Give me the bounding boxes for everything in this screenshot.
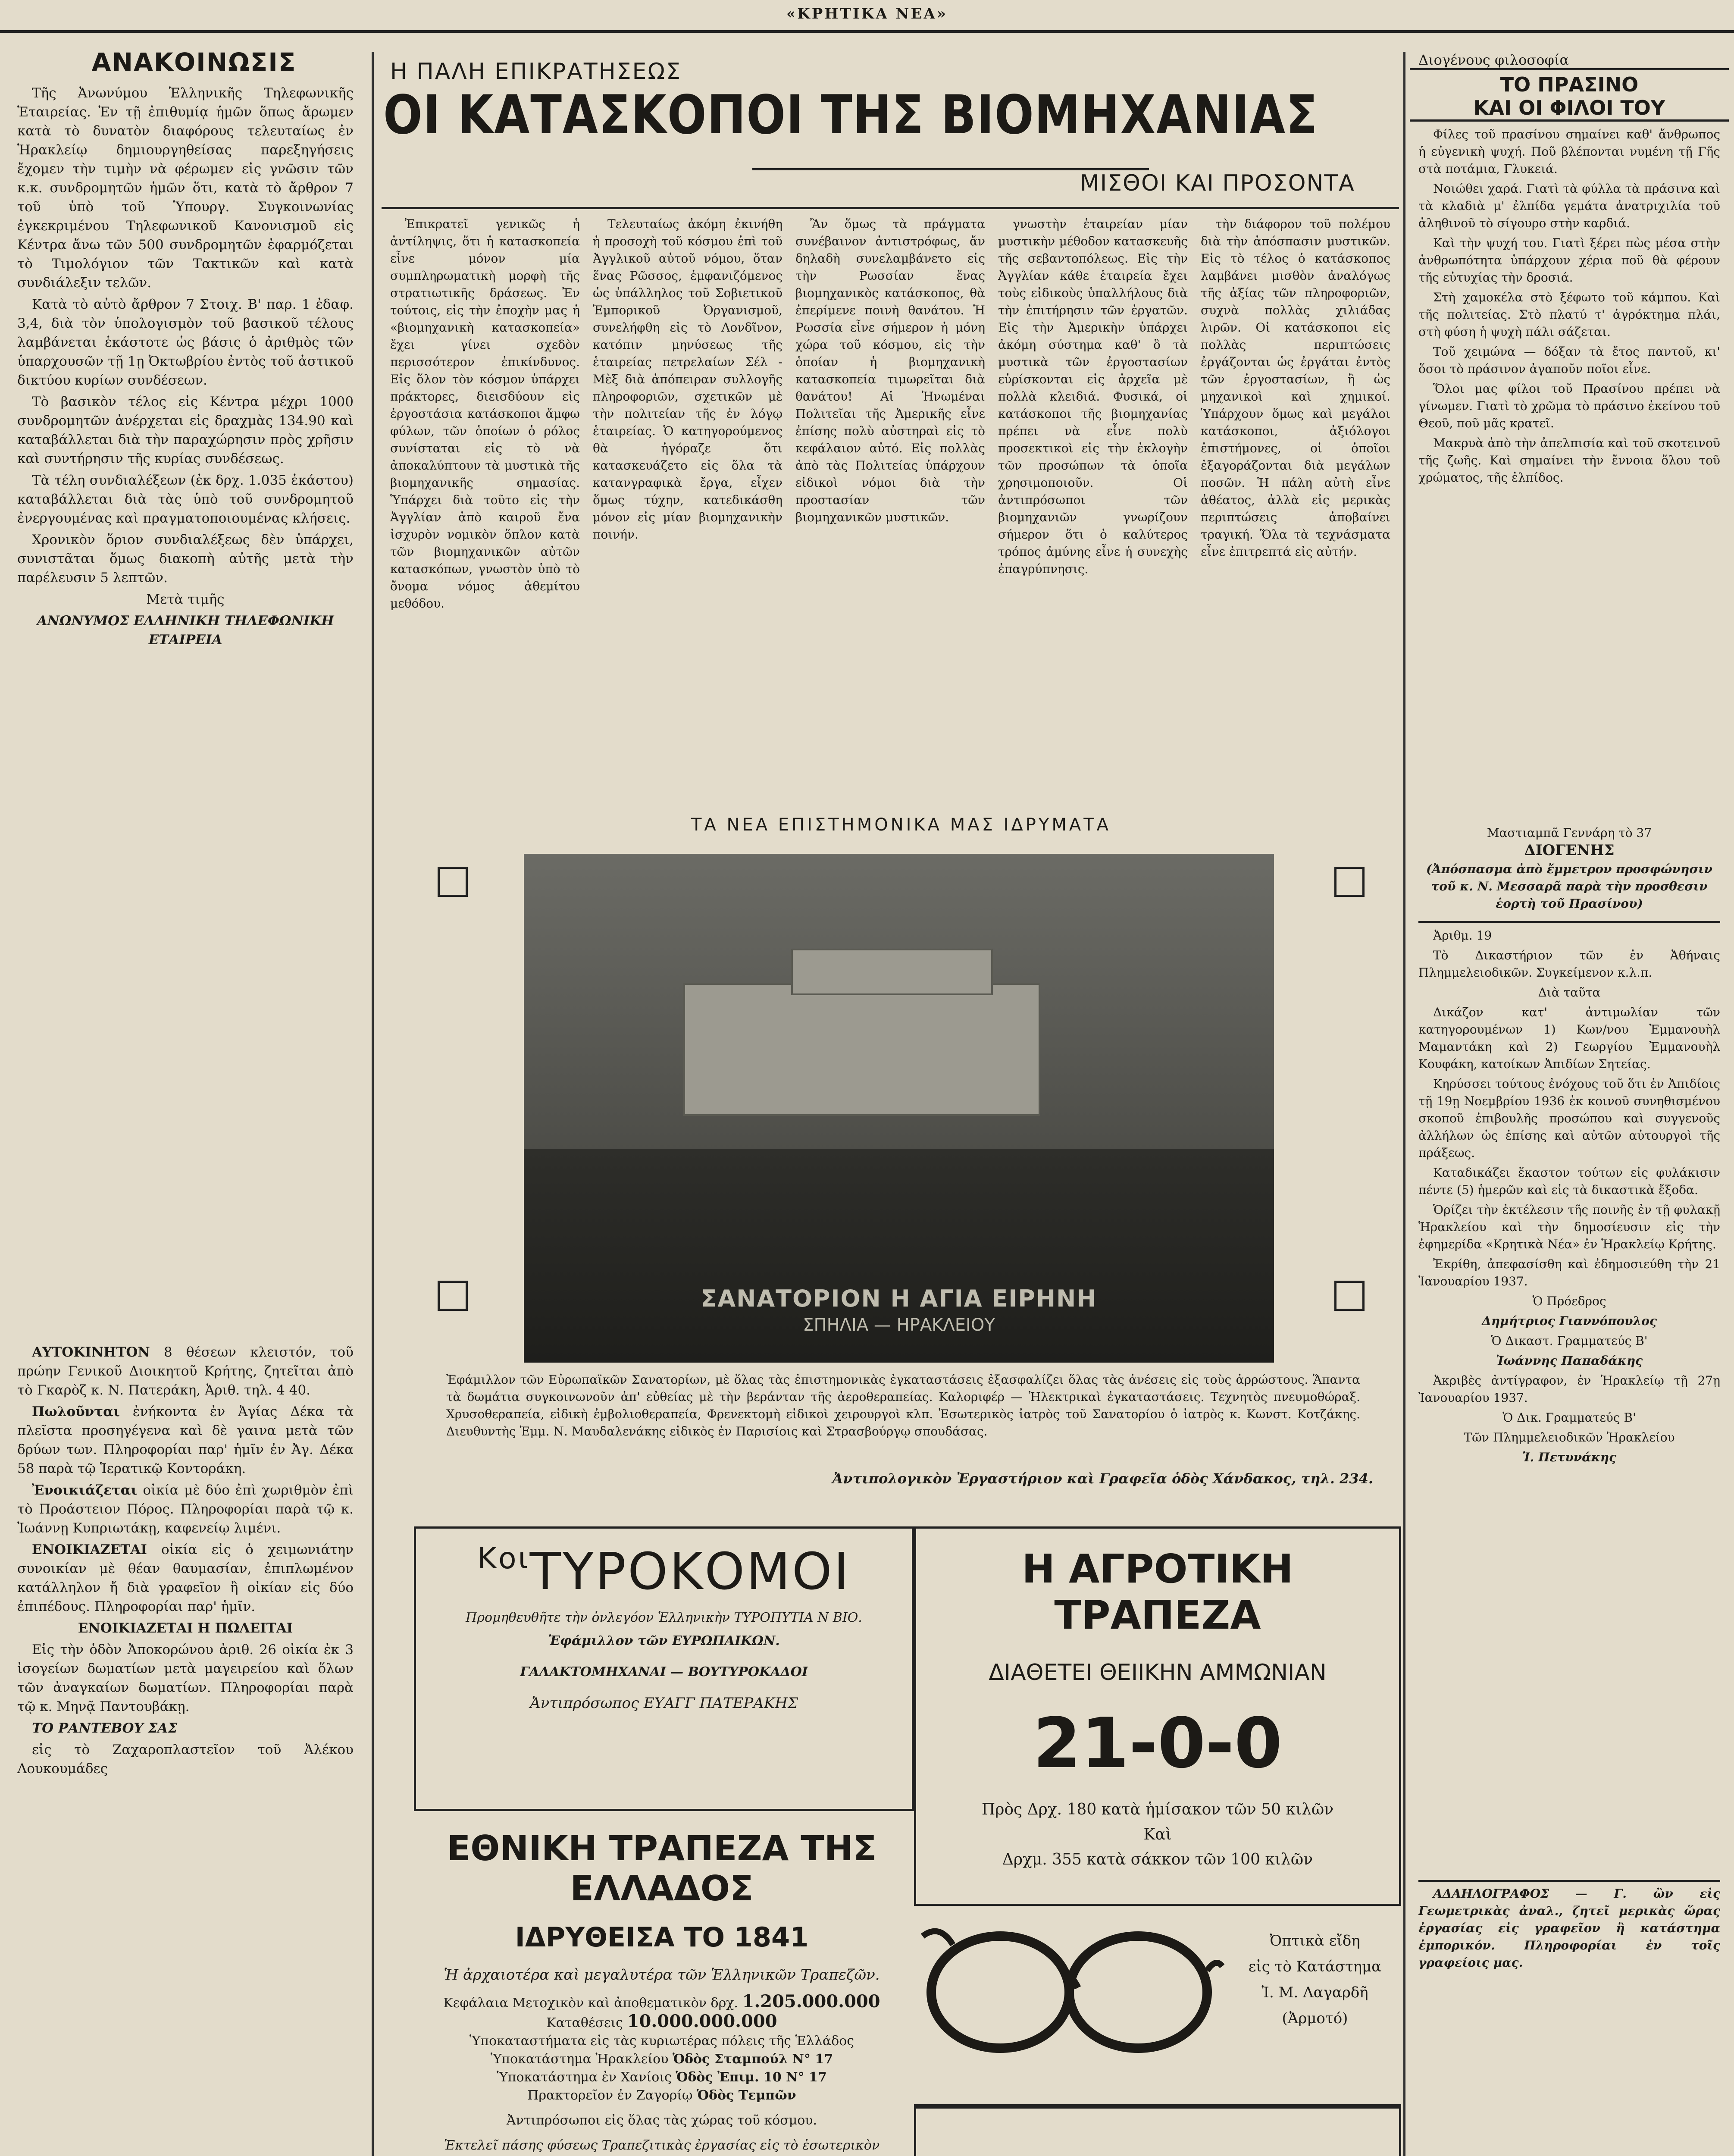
article-column: [593, 216, 782, 819]
frame-ornament: [1334, 867, 1365, 897]
ad-cheese: [414, 1526, 914, 1811]
court-line: Ὁ Δικ. Γραμματεύς Β': [1502, 1410, 1636, 1425]
masthead: «ΚΡΗΤΙΚΑ ΝΕΑ»: [0, 0, 1734, 33]
photo-building: [683, 983, 1040, 1116]
right-top-label: Διογένους φιλοσοφία: [1418, 52, 1569, 68]
right-ad-body: — Γ. ὢν εἰς Γεωμετρικὰς ἀναλ., ζητεῖ μερικὰς ὥρας ἐργασίας εἰς γραφεῖον ἢ κατάστημα ἐμπορικόν. Πληροφορίαι ἐν τοῖς γραφείοις μας.: [1418, 1887, 1720, 1970]
ad-optic-line: Ἰ. Μ. Λαγαρδῆ: [1261, 1984, 1368, 2001]
article-headline: ΟΙ ΚΑΤΑΣΚΟΠΟΙ ΤΗΣ ΒΙΟΜΗΧΑΝΙΑΣ: [383, 84, 1318, 146]
row-value: Ὁδὸς Σταμπούλ Ν° 17: [672, 2052, 833, 2067]
poem-signature: ΔΙΟΓΕΝΗΣ: [1524, 842, 1615, 859]
ad-cheese-line: ΓΑΛΑΚΤΟΜΗΧΑΝΑΙ — ΒΟΥΤΥΡΟΚΑΔΟΙ: [520, 1664, 808, 1680]
court-line: Ἀκριβὲς ἀντίγραφον, ἐν Ἡρακλείῳ τῇ 27ῃ Ἰανουαρίου 1937.: [1418, 1373, 1720, 1405]
article-column-text: τὴν διάφορον τοῦ πολέμου διὰ τὴν ἀπόσπασιν μυστικῶν. Εἰς τὸ τέλος ὁ κατάσκοπος λαμβάνει μισθὸν ἀναλόγως τῆς ἀξίας τῶν πληροφοριῶν, συχνὰ πολλὰς χιλιάδας λιρῶν. Οἱ κατάσκοποι εἰς πολλὰς περιπτώσεις ἐργάζονται ὡς ἐργάται ἐντὸς τῶν ἐργοστασίων, ἢ ὡς μηχανικοὶ καὶ χημικοί. Ὑπάρχουν ὅμως καὶ μεγάλοι κατάσκοποι, ἀξιόλογοι ἐπιστήμονες, οἱ ὁποῖοι ἐξαγοράζονται διὰ μεγάλων ποσῶν. Ἡ πάλη αὐτὴ εἶνε ἀθέατος, ἀλλὰ εἰς μερικὰς περιπτώσεις ἀποβαίνει τραγική. Ὅλα τὰ τεχνάσματα εἶνε ἐπιτρεπτά εἰς αὐτήν.: [1201, 217, 1390, 559]
ad-bank-row: [431, 2087, 892, 2105]
classified-body: ἐνήκοντα ἐν Ἀγίας Δέκα τὰ πλεῖστα προσηγέγενα καὶ δὲ γαινα μετὰ τῶν δρύων των. Πληροφορίαι παρ' ἡμῖν ἐν Ἀγ. Δέκα 58 παρὰ τῷ Ἱερατικῷ Κοντοράκη.: [17, 1404, 354, 1476]
row-label: Καταθέσεις: [546, 2015, 623, 2031]
ad-agri-and: Καὶ: [1143, 1826, 1172, 1843]
row-value: 10.000.000.000: [627, 2011, 777, 2031]
headline-rule: [382, 207, 1399, 209]
court-line: Κηρύσσει τούτους ἐνόχους τοῦ ὅτι ἐν Ἀπιδίοις τῇ 19ῃ Νοεμβρίου 1936 ἐκ κοινοῦ συνηθισμένου σκοποῦ ἐπιβουλῆς προσώπου καὶ συγγενοῦς ἀλλήλων ὡς ἐπίσης καὶ αὐτῶν αὐτουργοὶ τῆς πράξεως.: [1418, 1077, 1720, 1160]
right-ad-title: ΑΔΑΗΛΟΓΡΑΦΟΣ: [1433, 1887, 1549, 1901]
court-line: Ὁρίζει τὴν ἐκτέλεσιν τῆς ποινῆς ἐν τῇ φυλακῇ Ἡρακλείου καὶ τὴν δημοσίευσιν εἰς τὴν ἐφημερίδα «Κρητικὰ Νέα» ἐν Ἡρακλείῳ Κρήτης.: [1418, 1203, 1720, 1251]
poem-note: (Ἀπόσπασμα ἀπὸ ἔμμετρον προσφώνησιν τοῦ κ. Ν. Μεσσαρᾶ παρὰ τὴν προσθεσιν ἑορτὴ τοῦ Πρασίνου): [1426, 862, 1712, 911]
feature-footer: Ἀντιπολογικὸν Ἐργαστήριον καὶ Γραφεῖα ὁδὸς Χάνδακος, τηλ. 234.: [832, 1470, 1373, 1487]
frame-ornament: [438, 1281, 468, 1311]
ad-bank-title: ΕΘΝΙΚΗ ΤΡΑΠΕΖΑ ΤΗΣ ΕΛΛΑΔΟΣ: [447, 1828, 877, 1908]
photo-building-upper: [791, 949, 993, 995]
announcement-body: [17, 84, 354, 1334]
row-value: Ὁδὸς Τεμπῶν: [697, 2088, 796, 2103]
classified-body: Εἰς τὴν ὁδὸν Ἀποκορώνου ἀριθ. 26 οἰκία ἐκ 3 ἰσογείων δωματίων μετὰ μαγειρείου καὶ ὅλων τῶν ἀναγκαίων δωματίων. Πληροφορίαι παρὰ τῷ κ. Μηνᾷ Παντουβάκῃ.: [17, 1642, 354, 1714]
article-column: [795, 216, 985, 819]
article-column-text: Ἂν ὅμως τὰ πράγματα συνέβαινον ἀντιστρόφως, ἄν δηλαδὴ συνελαμβάνετο εἰς τὴν Ρωσσίαν ἔνας βιομηχανικὸς κατάσκοπος, θὰ ἐπερίμενε ποινὴ θανάτου. Ἡ Ρωσσία εἶνε σήμερον ἡ μόνη χώρα τοῦ κόσμου, εἰς τὴν ὁποίαν ἡ βιομηχανικὴ κατασκοπεία τιμωρεῖται διὰ θανάτου! Αἱ Ἡνωμέναι Πολιτεῖαι τῆς Ἀμερικῆς εἶνε ἐπίσης πολὺ αὐστηραὶ εἰς τὸ κεφάλαιον αὐτό. Εἰς πολλὰς ἀπὸ τὰς Πολιτείας ὑπάρχουν εἰδικοὶ νόμοι διὰ τὴν προστασίαν τῶν βιομηχανικῶν μυστικῶν.: [795, 217, 985, 524]
article-columns: [382, 216, 1399, 819]
main-article: [382, 39, 1399, 824]
ad-bank-row: [431, 2050, 892, 2068]
ad-cheese-title: [416, 1542, 912, 1601]
classified-title: Ἐνοικιάζεται: [32, 1482, 138, 1498]
feature-caption: Ἐφάμιλλον τῶν Εὐρωπαϊκῶν Σανατορίων, μὲ ὅλας τὰς ἐπιστημονικὰς ἐγκαταστάσεις ἐξασφαλίζει ὅλας τὰς ἀνέσεις εἰς τοὺς ἀρρώστους. Ἅπαντα τὰ δωμάτια συγκοινωνοῦν ἀπ' εὐθείας μὲ τὴν βεράνταν τῆς ἀεροθεραπείας. Καλοριφέρ — Ἠλεκτρικαὶ ἐγκαταστάσεις. Τεχνητὸς πνευμοθώραξ. Χρυσοθεραπεία, εἰδικὴ ἐμβολιοθεραπεία, Φρενεκτομὴ εἰδικοὶ χειρουργοὶ κλπ. Ἐσωτερικὸς ἰατρὸς τοῦ Σανατορίου ὁ ἰατρὸς κ. Κωνστ. Κοτζάκης. Διευθυντὴς Ἐμμ. Ν. Μαυδαλενάκης εἰδικὸς ἐν Παρισίοις καὶ Στρασβούργῳ σπουδάσας.: [446, 1373, 1360, 1438]
court-line: Δημήτριος Γιαννόπουλος: [1482, 1314, 1657, 1328]
row-label: Ὑποκαταστήματα εἰς τὰς κυριωτέρας πόλεις τῆς Ἑλλάδος: [469, 2034, 854, 2049]
ad-optic: [914, 1910, 1397, 2091]
frame-ornament: [1334, 1281, 1365, 1311]
sanatorium-photo: [524, 854, 1274, 1363]
ad-bank-rows: [431, 1993, 892, 2105]
court-line: Τῶν Πλημμελειοδικῶν Ἡρακλείου: [1464, 1430, 1675, 1445]
ad-agri-title: Η ΑΓΡΟΤΙΚΗ ΤΡΑΠΕΖΑ: [1022, 1546, 1293, 1638]
row-label: Κεφάλαια Μετοχικὸν καὶ ἀποθεματικὸν δρχ.: [443, 1996, 738, 2011]
article-column-text: Τελευταίως ἀκόμη ἐκινήθη ἡ προσοχὴ τοῦ κόσμου ἐπὶ τοῦ Ἀγγλικοῦ αὐτοῦ νόμου, ὅταν ἕνας Ρῶσσος, ἐμφανιζόμενος ὡς ὑπάλληλος τοῦ Σοβιετικοῦ Ἐμπορικοῦ Ὀργανισμοῦ, συνελήφθη εἰς τὸ Λονδῖνον, κατόπιν μηνύσεως τῆς ἑταιρείας πετρελαίων Σέλ - Μὲξ διὰ ἀπόπειραν συλλογῆς πληροφοριῶν, σχετικῶν μὲ τὴν πολιτείαν τῆς ἐν λόγῳ ἑταιρείας. Ὁ κατηγορούμενος θὰ ἠγόραζε ὅτι κατασκευάζετο εἰς ὅλα τὰ κατανγραφικὰ ἔργα, εἶχεν ὅμως τύχην, κατεδικάσθη μόνον εἰς μίαν βιομηχανικὴν ποινήν.: [593, 217, 782, 542]
poem-body: [1418, 126, 1720, 824]
row-label: Ὑποκατάστημα Ἡρακλείου: [490, 2052, 669, 2067]
announcement-paragraph: Τὰ τέλη συνδιαλέξεων (ἐκ δρχ. 1.035 ἑκάστου) καταβάλλεται διὰ τὰς ὑπὸ τοῦ συνδρομητοῦ ἐνεργουμένας καὶ πραγματοποιουμένας κλήσεις.: [17, 473, 354, 526]
ad-bank: [414, 1815, 910, 2156]
left-column: [0, 39, 362, 2156]
court-line: Καταδικάζει ἕκαστον τούτων εἰς φυλάκισιν πέντε (5) ἡμερῶν καὶ εἰς τὰ δικαστικὰ ἔξοδα.: [1418, 1166, 1720, 1197]
row-label: Ὑποκατάστημα ἐν Χανίοις: [497, 2070, 672, 2085]
right-title-1: ΤΟ ΠΡΑΣΙΝΟ: [1410, 68, 1729, 96]
court-line: Ὁ Πρόεδρος: [1532, 1294, 1606, 1308]
ad-optic-line: (Ἀρμοτό): [1282, 2010, 1348, 2027]
classifieds: [17, 1343, 354, 2156]
ad-agri-price: Πρὸς Δρχ. 180 κατὰ ἡμίσακον τῶν 50 κιλῶν: [981, 1801, 1334, 1818]
ad-bank-line: Ἡ ἀρχαιοτέρα καὶ μεγαλυτέρα τῶν Ἑλληνικῶν Τραπεζῶν.: [444, 1966, 880, 1984]
column-rule: [372, 52, 374, 2156]
court-line: Διὰ ταῦτα: [1538, 985, 1601, 1000]
court-line: Ἐκρίθη, ἀπεφασίσθη καὶ ἐδημοσιεύθη τὴν 21 Ἰανουαρίου 1937.: [1418, 1257, 1720, 1288]
classified-item: [17, 1402, 354, 1478]
classified-heading: ΕΝΟΙΚΙΑΖΕΤΑΙ Η ΠΩΛΕΙΤΑΙ: [78, 1620, 293, 1636]
right-title-2: ΚΑΙ ΟΙ ΦΙΛΟΙ ΤΟΥ: [1410, 96, 1729, 122]
announcement-signature: ΑΝΩΝΥΜΟΣ ΕΛΛΗΝΙΚΗ ΤΗΛΕΦΩΝΙΚΗ ΕΤΑΙΡΕΙΑ: [37, 613, 334, 648]
announcement-paragraph: Κατὰ τὸ αὐτὸ ἄρθρον 7 Στοιχ. Β' παρ. 1 ἐδαφ. 3,4, διὰ τὸν ὑπολογισμὸν τοῦ βασικοῦ τέλους λαμβάνεται ἑκάστοτε ὡς βάσις ὁ ἀριθμὸς τῶν ὑπαρχουσῶν τῇ 1ῃ Ὀκτωβρίου ἐντὸς τοῦ ἀστικοῦ δικτύου κυρίων συνδέσεων.: [17, 297, 354, 388]
row-value: 1.205.000.000: [742, 1991, 880, 2012]
ad-cheese-line: Προμηθευθῆτε τὴν ὀνλεγόον Ἑλληνικὴν ΤΥΡΟΠΥΤΙΑ Ν ΒΙΟ.: [466, 1610, 862, 1625]
ad-bank-founded: ΙΔΡΥΘΕΙΣΑ ΤΟ 1841: [515, 1921, 809, 1953]
ad-agri-price2: Δρχμ. 355 κατὰ σάκκον τῶν 100 κιλῶν: [1002, 1851, 1313, 1868]
court-line: Ἰωάννης Παπαδάκης: [1496, 1354, 1643, 1368]
classified-title: Πωλοῦνται: [32, 1404, 120, 1420]
science-feature: [412, 815, 1390, 1505]
right-column: [1410, 39, 1729, 2156]
photo-caption-location: ΣΠΗΛΙΑ — ΗΡΑΚΛΕΙΟΥ: [803, 1315, 995, 1335]
row-value: Ὁδὸς Ἐπιμ. 10 Ν° 17: [676, 2070, 827, 2085]
ad-transport: [914, 2104, 1401, 2156]
poem-stanza: Ὅλοι μας φίλοι τοῦ Πρασίνου πρέπει νὰ γίνωμεν. Γιατὶ τὸ χρῶμα τὸ πράσινο ἐκείνου τοῦ Θεοῦ, ποῦ μᾶς κρατεῖ.: [1418, 382, 1720, 430]
classified-item: [17, 1343, 354, 1400]
ad-bank-row: [431, 1993, 892, 2012]
poem-stanza: Τοῦ χειμώνα — δόξαν τὰ ἔτος παντοῦ, κι' ὅσοι τὸ πράσινον ἀγαποῦν ποῖοι εἶνε.: [1418, 345, 1720, 376]
classified-body: 8 θέσεων κλειστόν, τοῦ πρώην Γενικοῦ Διοικητοῦ Κρήτης, ζητεῖται ἀπὸ τὸ Γκαρὸζ κ. Ν. Πατεράκη, Ἀριθ. τηλ. 4 40.: [17, 1344, 354, 1398]
poem-stanza: Νοιώθει χαρά. Γιατὶ τὰ φύλλα τὰ πράσινα καὶ τὰ κλαδιὰ μ' ἐλπίδα γεμάτα ἀνατριχιλία τοῦ ἀληθινοῦ τὸ σίγουρο στὴν καρδιά.: [1418, 182, 1720, 230]
ad-cheese-line: Ἐφάμιλλον τῶν ΕΥΡΩΠΑΙΚΩΝ.: [548, 1633, 780, 1648]
article-kicker: Η ΠΑΛΗ ΕΠΙΚΡΑΤΗΣΕΩΣ: [390, 59, 682, 85]
right-ad: [1418, 1880, 1720, 2015]
article-subhead: ΜΙΣΘΟΙ ΚΑΙ ΠΡΟΣΟΝΤΑ: [1080, 170, 1355, 196]
classified-body: οἰκία εἰς ὁ χειμωνιάτην συνοικίαν μὲ θέαν θαυμασίαν, ἐπιπλωμένον κατάλληλον ἤ διὰ γραφεῖον ἢ οἰκίαν εἰς δύο ἐπιπέδους. Πληροφορίαι παρ' ἡμῖν.: [17, 1542, 354, 1614]
poem-stanza: Στὴ χαμοκέλα στὸ ξέφωτο τοῦ κάμπου. Καὶ τῆς πολιτείας. Στὸ πλατύ τ' ἀγρόκτημα πλάι, στὴ φύση ἡ ψυχὴ πάλι σάζεται.: [1418, 290, 1720, 339]
ad-bank-line: Ἀντιπρόσωποι εἰς ὅλας τὰς χώρας τοῦ κόσμου.: [506, 2113, 817, 2128]
court-line: Δικάζον κατ' ἀντιμωλίαν τῶν κατηγορουμένων 1) Κων/νου Ἐμμανουὴλ Μαμαντάκη καὶ 2) Γεωργίου Ἐμμανουὴλ Κουφάκη, κατοίκων Ἀπιδίων Σητείας.: [1418, 1005, 1720, 1071]
ad-agri-formula: 21-0-0: [1033, 1703, 1283, 1783]
announcement-paragraph: Χρονικὸν ὅριον συνδιαλέξεως δὲν ὑπάρχει, συνιστᾶται ὅμως διακοπὴ αὐτῆς μετὰ τὴν παρέλευσιν 5 λεπτῶν.: [17, 532, 354, 586]
classified-body: εἰς τὸ Ζαχαροπλαστεῖον τοῦ Ἀλέκου Λουκουμάδες: [17, 1742, 354, 1777]
announcement-paragraph: Τὸ βασικὸν τέλος εἰς Κέντρα μέχρι 1000 συνδρομητῶν ἀνέρχεται εἰς δραχμὰς 134.90 καὶ καταβάλλεται διὰ τὴν παραχώρησιν πρὸς χρῆσιν καὶ συντήρησιν τῆς κυρίας συνδέσεως.: [17, 394, 354, 467]
ad-cheese-title-text: ΤΥΡΟΚΟΜΟΙ: [529, 1542, 851, 1601]
ad-optic-line: Ὀπτικὰ εἴδη: [1270, 1932, 1360, 1949]
frame-ornament: [438, 867, 468, 897]
court-notice: [1418, 921, 1720, 1876]
court-line: Τὸ Δικαστήριον τῶν ἐν Ἀθήναις Πλημμελειοδικῶν. Συγκείμενον κ.λ.π.: [1418, 948, 1720, 980]
ad-bank-row: [431, 2032, 892, 2050]
court-line: Ὁ Δικαστ. Γραμματεύς Β': [1491, 1334, 1648, 1348]
row-label: Πρακτορεῖον ἐν Ζαγορίῳ: [527, 2088, 693, 2103]
article-column: [1201, 216, 1390, 819]
classified-body: οἰκία μὲ δύο ἐπὶ χωριθμὸν ἐπὶ τὸ Προάστειον Πόρος. Πληροφορίαι παρὰ τῷ κ. Ἰωάννῃ Κυπριωτάκῃ, καφενείῳ λιμένι.: [17, 1482, 354, 1536]
left-column-title: ΑΝΑΚΟΙΝΩΣΙΣ: [91, 47, 297, 77]
poem-stanza: Φίλες τοῦ πρασίνου σημαίνει καθ' ἄνθρωπος ἡ εὐγενικὴ ψυχή. Ποῦ βλέπονται νυμένη τῇ Γῆς στὰ ποτάμια, Γλυκειά.: [1418, 127, 1720, 176]
feature-header: ΤΑ ΝΕΑ ΕΠΙΣΤΗΜΟΝΙΚΑ ΜΑΣ ΙΔΡΥΜΑΤΑ: [691, 815, 1111, 835]
article-column: [998, 216, 1188, 819]
glasses-icon: [914, 1919, 1224, 2065]
photo-caption: ΣΑΝΑΤΟΡΙΟΝ Η ΑΓΙΑ ΕΙΡΗΝΗ: [701, 1285, 1097, 1312]
court-line: Ἰ. Πετυνάκης: [1522, 1450, 1617, 1464]
ad-cheese-prefix: Κοι: [477, 1542, 530, 1576]
article-column-text: γνωστὴν ἑταιρείαν μίαν μυστικὴν μέθοδον κατασκευῆς τῆς σεβαντοπόλεως. Εἰς τὴν Ἀγγλίαν κάθε ἑταιρεία ἔχει τοὺς εἰδικοὺς ὑπαλλήλους διὰ τὴν ἐπιτήρησιν τῶν ἐργατῶν. Εἰς τὴν Ἀμερικὴν ὑπάρχει ἀκόμη σύστημα καθ' ὃ τὰ μυστικὰ τῶν ἐργοστασίων εὑρίσκονται εἰς ἀρχεῖα μὲ πολλὰ κλειδιά. Φυσικά, οἱ κατάσκοποι τῆς βιομηχανίας πρέπει νὰ εἶνε πολὺ προσεκτικοὶ εἰς τὴν ἐκλογὴν τῶν προσώπων τὰ ὁποῖα χρησιμοποιοῦν. Οἱ ἀντιπρόσωποι τῶν βιομηχανιῶν γνωρίζουν σήμερον ὅτι ὁ καλύτερος τρόπος ἀμύνης εἶνε ἡ συνεχὴς ἐπαγρύπνησις.: [998, 217, 1188, 576]
article-column: [390, 216, 580, 819]
ad-cheese-line: Ἀντιπρόσωπος ΕΥΑΓΓ ΠΑΤΕΡΑΚΗΣ: [530, 1695, 798, 1712]
column-rule: [1403, 52, 1405, 2156]
classified-title: ΑΥΤΟΚΙΝΗΤΟΝ: [32, 1344, 150, 1360]
ad-agri: [914, 1526, 1401, 1906]
classified-title: ΕΝΟΙΚΙΑΖΕΤΑΙ: [32, 1542, 147, 1557]
classified-heading: ΤΟ ΡΑΝΤΕΒΟΥ ΣΑΣ: [32, 1720, 178, 1736]
announcement-paragraph: Τῆς Ἀνωνύμου Ἑλληνικῆς Τηλεφωνικῆς Ἑταιρείας. Ἐν τῇ ἐπιθυμίᾳ ἡμῶν ὅπως ἄρωμεν κατὰ τὸ δυνατὸν διαφόρους τελευταίως ἐν Ἡρακλείῳ δημιουργηθείσας παρεξηγήσεις ἔχομεν τὴν τιμὴν νὰ φέρωμεν εἰς γνῶσιν τῶν κ.κ. συνδρομητῶν ἡμῶν ὅτι, κατὰ τὸ ἄρθρον 7 τοῦ ὑπὸ τοῦ Ὑπουργ. Συγκοινωνίας ἐγκεκριμένου Τηλεφωνικοῦ Κανονισμοῦ εἰς Κέντρα ἄνω τῶν 500 συνδρομητῶν ἐφαρμόζεται τὸ Τιμολόγιον τῶν Τακτικῶν καὶ κατὰ συνδιάλεξιν τελῶν.: [17, 85, 354, 291]
ad-bank-row: [431, 2012, 892, 2032]
poem-stanza: Καὶ τὴν ψυχή του. Γιατὶ ξέρει πὼς μέσα στὴν ἀνθρωπότητα ὑπάρχουν χέρια ποῦ θὰ φέρουν τῆς εὐτυχίας τὴν δροσιά.: [1418, 236, 1720, 285]
poem-stanza: Μακρυὰ ἀπὸ τὴν ἀπελπισία καὶ τοῦ σκοτεινοῦ τῆς ζωῆς. Καὶ σημαίνει τὴν ἔννοια ὅλου τοῦ χρώματος, τῆς ἐλπίδος.: [1418, 436, 1720, 485]
court-number: Ἀριθμ. 19: [1433, 928, 1492, 943]
article-column-text: Ἐπικρατεῖ γενικῶς ἡ ἀντίληψις, ὅτι ἡ κατασκοπεία εἶνε μόνον μία συμπληρωματικὴ μορφὴ τῆς στρατιωτικῆς δράσεως. Ἐν τούτοις, εἰς τὴν ἐποχὴν μας ἡ «βιομηχανικὴ κατασκοπεία» ἔχει γίνει σχεδὸν περισσότερον ἐπικίνδυνος. Εἰς ὅλον τὸν κόσμον ὑπάρχει πράκτορες, διεισδύουν εἰς ἐργοστάσια κατάσκοποι ἄμφω φύλων, τῶν ὁποίων ὁ ρόλος συνίσταται εἰς τὸ νὰ ἀποκαλύπτουν τὰ μυστικὰ τῆς βιομηχανικῆς σημασίας. Ὑπάρχει διὰ τοῦτο εἰς τὴν Ἀγγλίαν ἀπὸ καιροῦ ἔνα ἰσχυρὸν νομικὸν ὅπλον κατὰ τῶν βιομηχανικῶν αὐτῶν κατασκόπων, γνωστὸν ὑπὸ τὸ ὄνομα νόμος ἀθεμίτου μεθόδου.: [390, 217, 580, 611]
classified-item: [17, 1481, 354, 1538]
ad-optic-line: εἰς τὸ Κατάστημα: [1248, 1958, 1382, 1975]
ad-bank-line: Ἐκτελεῖ πάσης φύσεως Τραπεζιτικὰς ἐργασίας εἰς τὸ ἐσωτερικὸν: [444, 2138, 880, 2153]
ad-bank-row: [431, 2068, 892, 2087]
announcement-closing: Μετὰ τιμῆς: [146, 592, 225, 607]
classified-item: [17, 1540, 354, 1616]
poem-date: Μαστιαμπᾶ Γεννάρη τὸ 37: [1487, 826, 1652, 840]
ad-agri-subtitle: ΔΙΑΘΕΤΕΙ ΘΕΙΙΚΗΝ ΑΜΜΩΝΙΑΝ: [989, 1660, 1327, 1686]
